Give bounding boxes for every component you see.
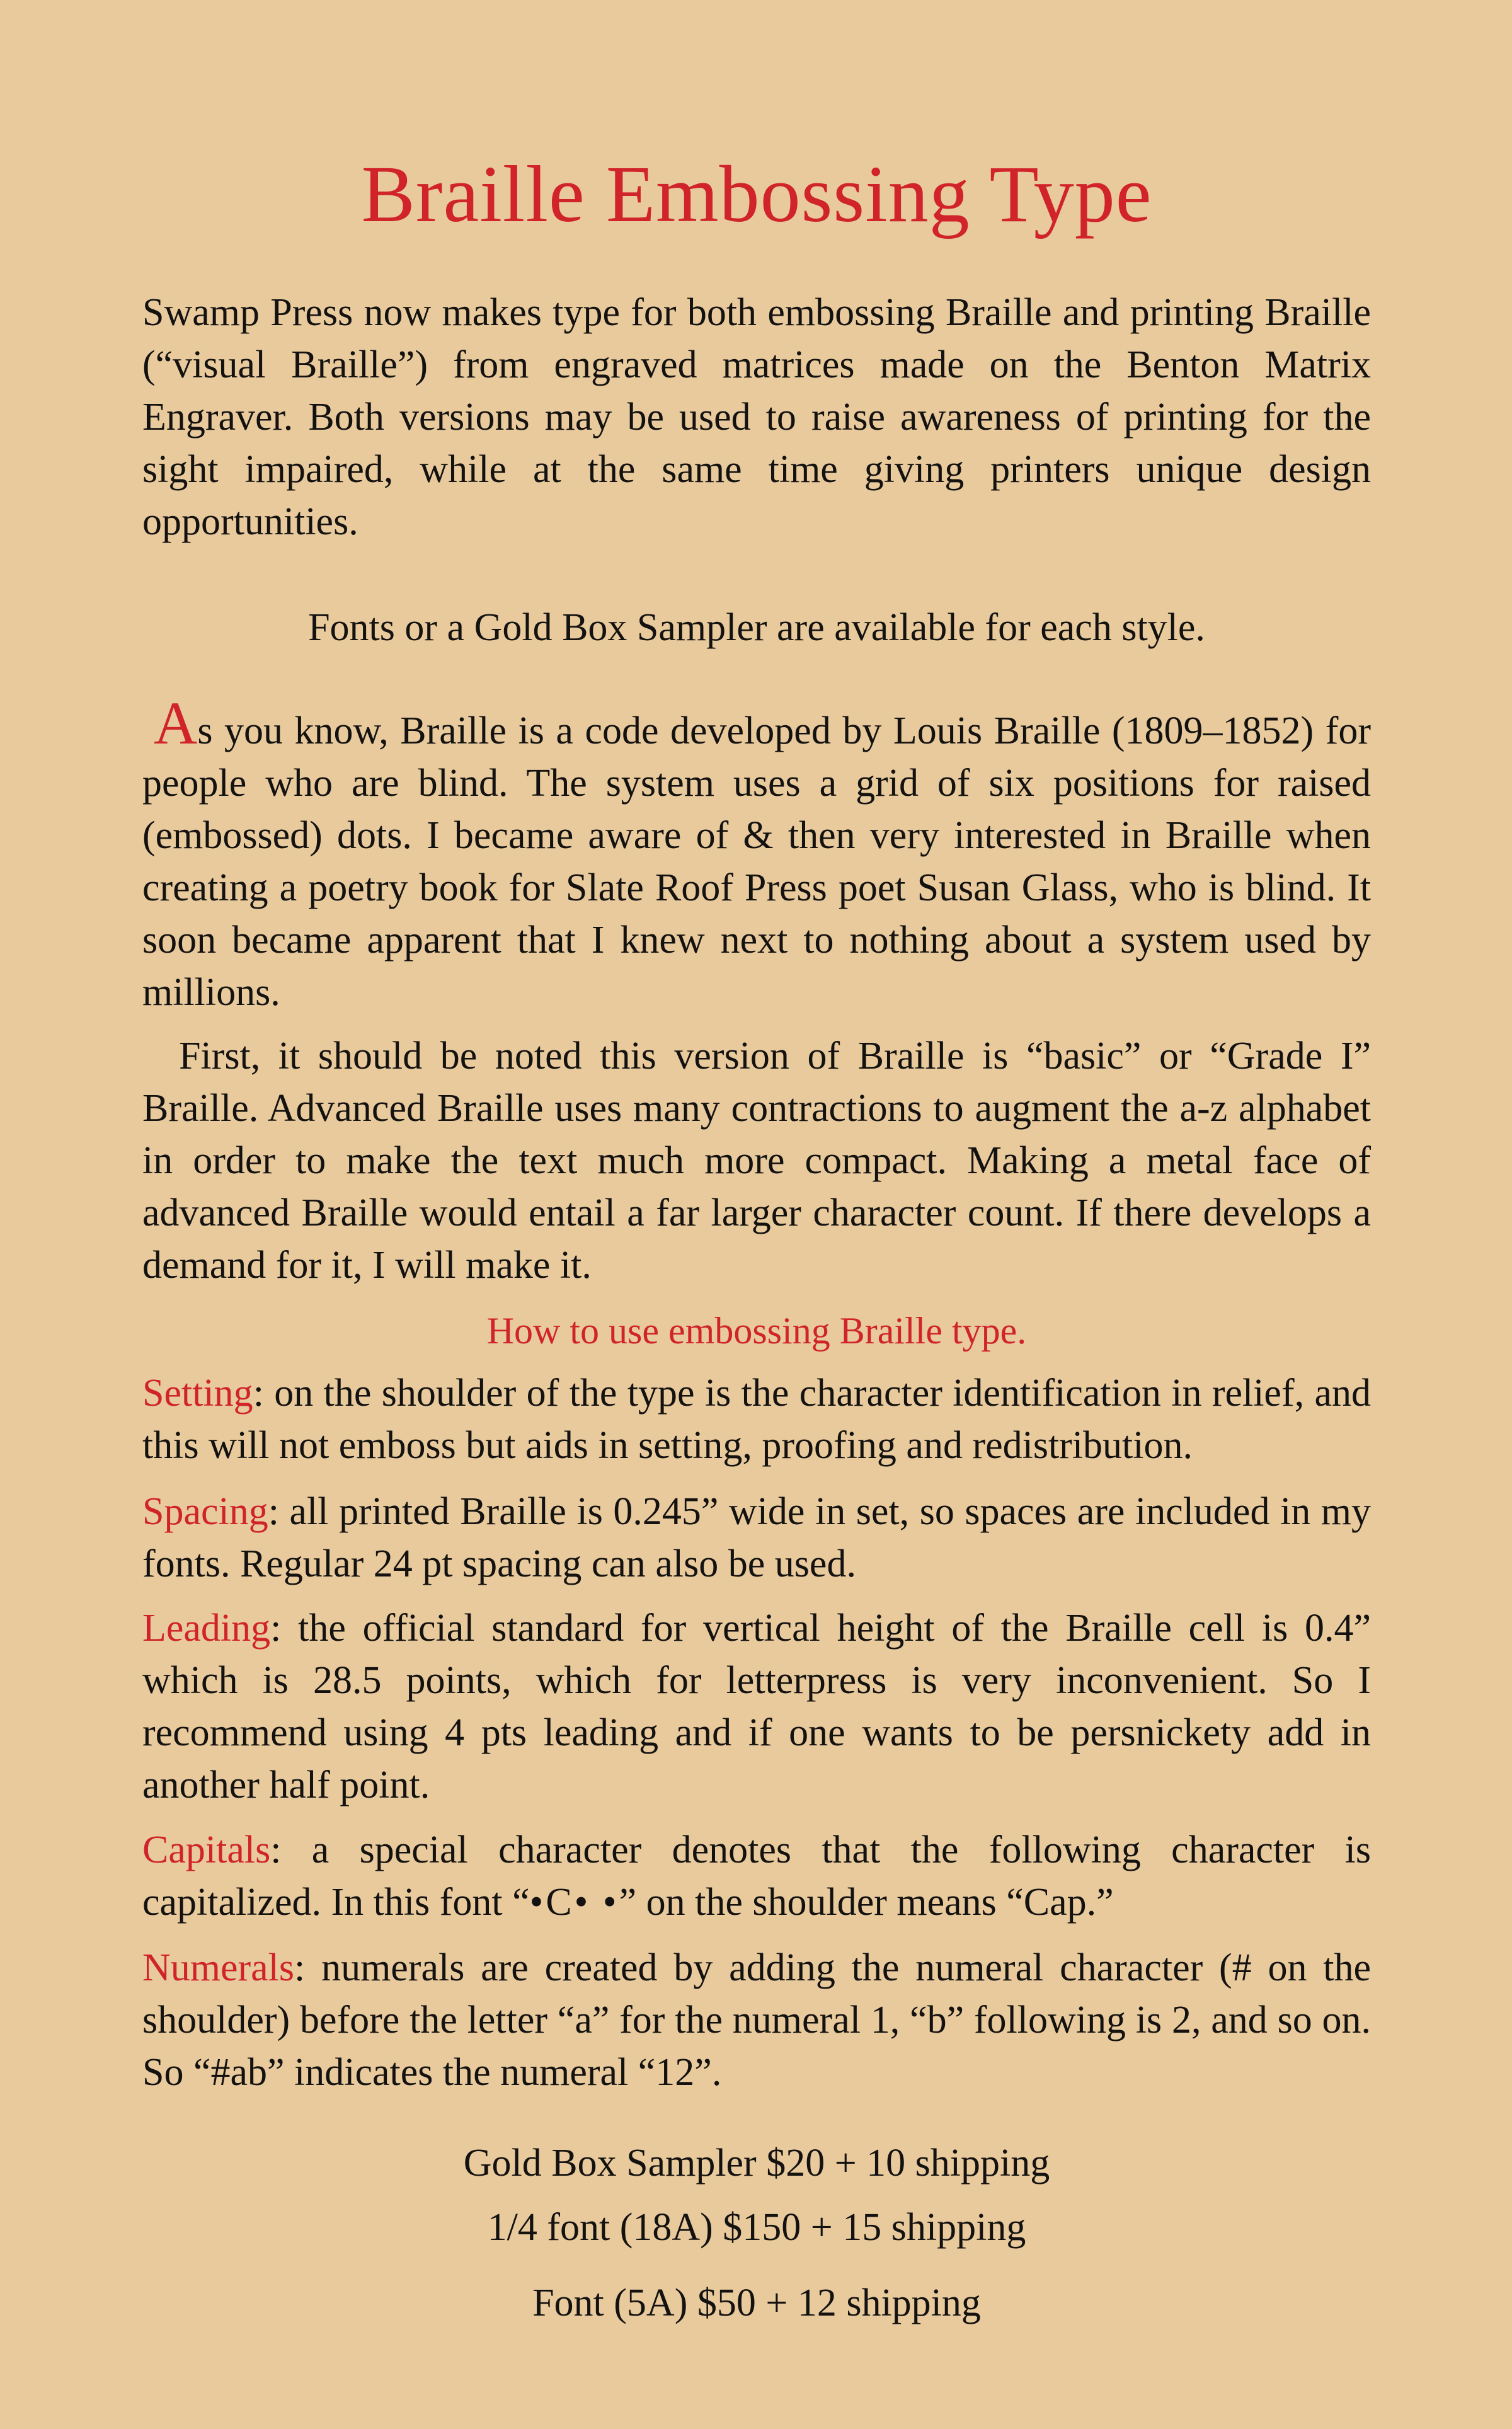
- intro-paragraph: Swamp Press now makes type for both embossing Braille and printing Braille (“visual Braille”) from engraved matrices made on the Benton Matrix Engraver. Both versions may be used to raise awareness of printing for the sight impaired, while at the same time giving printers unique design opportunities.: [142, 291, 1371, 543]
- page-title: Braille Embossing Type: [361, 149, 1152, 239]
- capitals-text-after: ” on the shoulder means “Cap.”: [619, 1881, 1114, 1924]
- history-text: s you know, Braille is a code developed by Louis Braille (1809–1852) for people who are blind. The system uses a grid of six positions for raised (embossed) dots. I became aware of & then very interested in Braille when creating a poetry book for Slate Roof Press poet Susan Glass, who is blind. It soon became apparent that I knew next to nothing about a system used by millions.: [142, 709, 1371, 1014]
- howto-item-setting: [142, 1367, 1371, 1472]
- availability-note: Fonts or a Gold Box Sampler are available for each style.: [308, 606, 1205, 649]
- howto-item-numerals: [142, 1942, 1371, 2099]
- capitals-text-before: : a special character denotes that the following character is capitalized. In this font “: [142, 1829, 1371, 1924]
- term-spacing: Spacing: [142, 1490, 268, 1533]
- spacing-text: : all printed Braille is 0.245” wide in set, so spaces are included in my fonts. Regular 24 pt spacing can also be used.: [142, 1490, 1371, 1585]
- price-quarter-font: 1/4 font (18A) $150 + 15 shipping: [487, 2206, 1026, 2249]
- howto-item-capitals: [142, 1824, 1371, 1929]
- price-full-font: Font (5A) $50 + 12 shipping: [532, 2282, 981, 2324]
- term-numerals: Numerals: [142, 1946, 295, 1989]
- price-gold-box-sampler: Gold Box Sampler $20 + 10 shipping: [463, 2142, 1050, 2185]
- term-capitals: Capitals: [142, 1829, 271, 1871]
- cap-symbol-icon: •C• •: [529, 1881, 619, 1924]
- drop-cap: A: [154, 689, 198, 757]
- howto-heading: How to use embossing Braille type.: [486, 1310, 1027, 1352]
- term-setting: Setting: [142, 1372, 253, 1415]
- setting-text: : on the shoulder of the type is the character identification in relief, and this will not emboss but aids in setting, proofing and redistribution.: [142, 1372, 1371, 1467]
- grade-note-paragraph: First, it should be noted this version of Braille is “basic” or “Grade I” Braille. Advanced Braille uses many contractions to augment the a-z alphabet in order to make the text much more compact. Making a metal face of advanced Braille would entail a far larger character count. If there develops a demand for it, I will make it.: [142, 1035, 1371, 1287]
- term-leading: Leading: [142, 1607, 271, 1650]
- history-paragraph: [142, 689, 1371, 1019]
- howto-item-leading: [142, 1602, 1371, 1812]
- leading-text: : the official standard for vertical height of the Braille cell is 0.4” which is 28.5 points, which for letterpress is very inconvenient. So I recommend using 4 pts leading and if one wants to be persnickety add in another half point.: [142, 1607, 1371, 1806]
- howto-item-spacing: [142, 1486, 1371, 1590]
- numerals-text: : numerals are created by adding the numeral character (# on the shoulder) before the letter “a” for the numeral 1, “b” following is 2, and so on. So “#ab” indicates the numeral “12”.: [142, 1946, 1371, 2094]
